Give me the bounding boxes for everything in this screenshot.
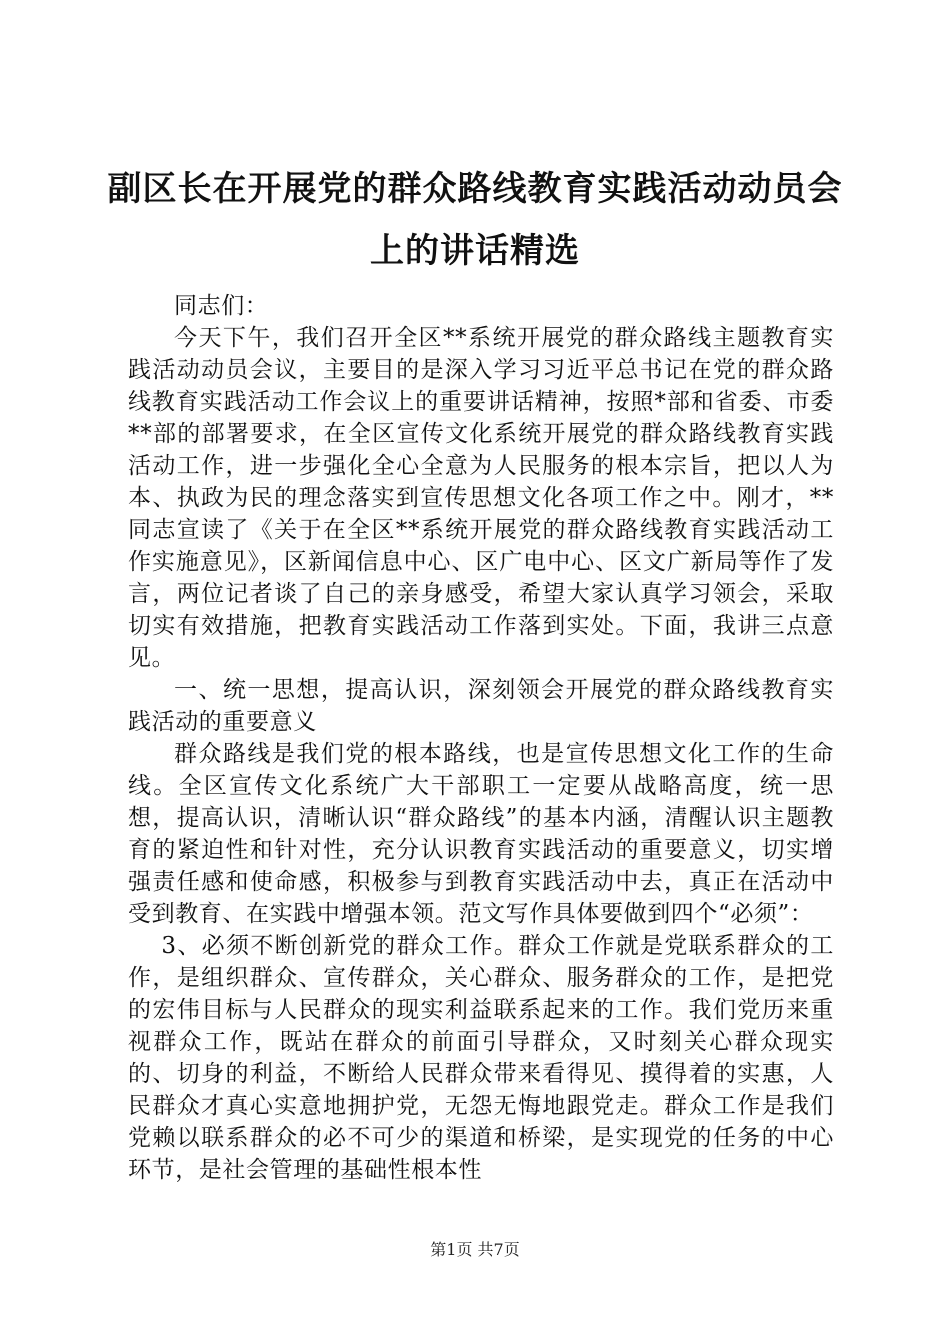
paragraph-intro: 今天下午，我们召开全区**系统开展党的群众路线主题教育实践活动动员会议，主要目的是深入学习习近平总书记在党的群众路线教育实践活动工作会议上的重要讲话精神，按照*部和省委、市委**部的部署要求，在全区宣传文化系统开展党的群众路线教育实践活动工作，进一步强化全心全意为人民服务的根本宗旨，把以人为本、执政为民的理念落实到宣传思想文化各项工作之中。刚才，**同志宣读了《关于在全区**系统开展党的群众路线教育实践活动工作实施意见》，区新闻信息中心、区广电中心、区文广新局等作了发言，两位记者谈了自己的亲身感受，希望大家认真学习领会，采取切实有效措施，把教育实践活动工作落到实处。下面，我讲三点意见。 xyxy=(128,325,834,671)
paragraph-mass-line: 群众路线是我们党的根本路线，也是宣传思想文化工作的生命线。全区宣传文化系统广大干部职工一定要从战略高度，统一思想，提高认识，清晰认识“群众路线”的基本内涵，清醒认识主题教育的紧迫性和针对性，充分认识教育实践活动的重要意义，切实增强责任感和使命感，积极参与到教育实践活动中去，真正在活动中受到教育、在实践中增强本领。范文写作具体要做到四个“必须”： xyxy=(128,741,834,927)
document-body xyxy=(128,290,834,1186)
paragraph-item-3: 3、必须不断创新党的群众工作。群众工作就是党联系群众的工作，是组织群众、宣传群众，关心群众、服务群众的工作，是把党的宏伟目标与人民群众的现实利益联系起来的工作。我们党历来重视群众工作，既站在群众的前面引导群众，又时刻关心群众现实的、切身的利益，不断给人民群众带来看得见、摸得着的实惠，人民群众才真心实意地拥护党，无怨无悔地跟党走。群众工作是我们党赖以联系群众的必不可少的渠道和桥梁，是实现党的任务的中心环节，是社会管理的基础性根本性 xyxy=(128,933,834,1183)
page-indicator: 第1页 共7页 xyxy=(430,1240,520,1259)
section-heading-1: 一、统一思想，提高认识，深刻领会开展党的群众路线教育实践活动的重要意义 xyxy=(128,677,834,735)
salutation: 同志们： xyxy=(174,293,269,319)
document-title: 副区长在开展党的群众路线教育实践活动动员会上的讲话精选 xyxy=(107,169,843,271)
